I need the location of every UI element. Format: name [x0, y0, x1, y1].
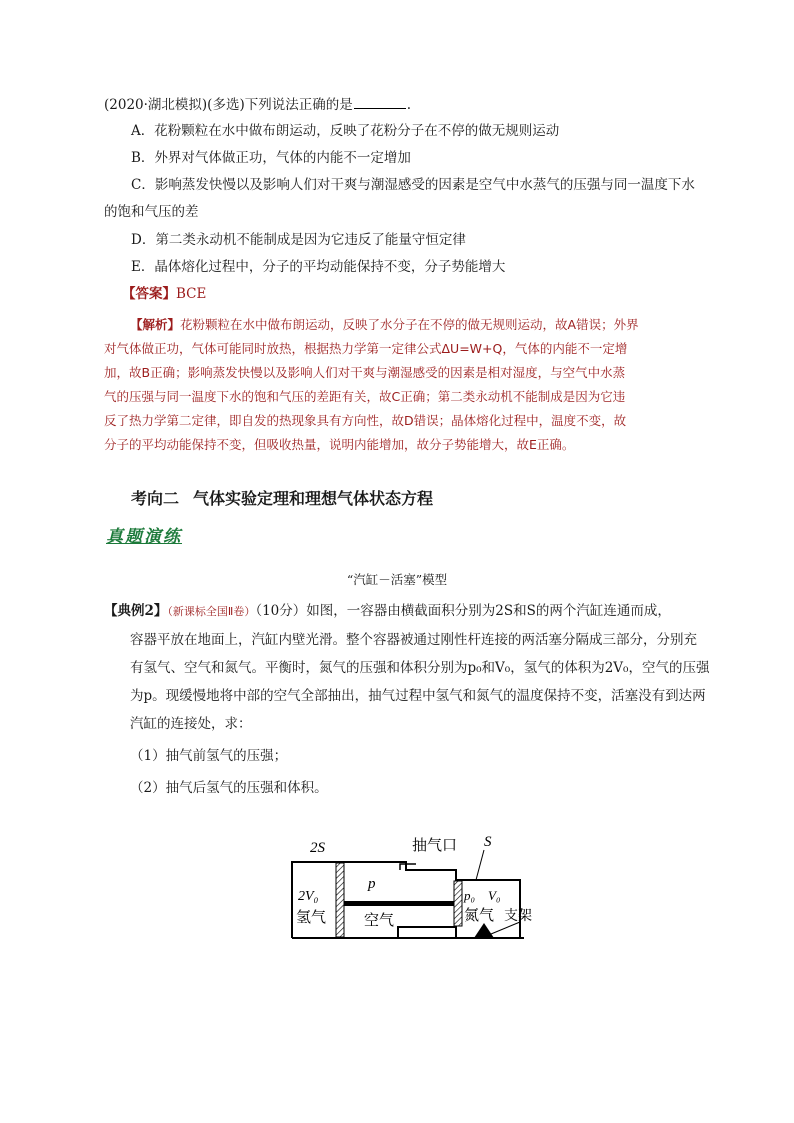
example-block — [104, 597, 724, 802]
label-p0: p₀ — [464, 888, 476, 903]
analysis-line: 对气体做正功，气体可能同时放热，根据热力学第一定律公式ΔU=W+Q，气体的内能不一定增 — [104, 341, 628, 356]
example-text: （10分）如图，一容器由横截面积分别为2S和S的两个汽缸连通而成， — [255, 603, 671, 619]
section-number: 考向二 — [131, 489, 180, 508]
label-outlet: 抽气口 — [412, 836, 458, 854]
option-d: D．第二类永动机不能制成是因为它违反了能量守恒定律 — [131, 232, 466, 248]
example-line: 为p。现缓慢地将中部的空气全部抽出，抽气过程中氢气和氮气的温度保持不变，活塞没有到达两 — [130, 688, 706, 704]
label-2s: 2S — [310, 840, 325, 856]
section-heading — [131, 486, 433, 509]
question-stem-prefix: (2020·湖北模拟)(多选)下列说法正确的是 — [104, 97, 353, 113]
rigid-rod — [344, 901, 454, 906]
right-piston — [454, 881, 462, 926]
question-stem — [104, 95, 411, 115]
support-stand — [474, 923, 494, 938]
analysis-line: 气的压强与同一温度下水的饱和气压的差距有关，故C正确；第二类永动机不能制成是因为它违 — [104, 389, 626, 404]
analysis-label: 【解析】 — [130, 317, 181, 332]
analysis-line: 反了热力学第二定律，即自发的热现象具有方向性，故D错误；晶体熔化过程中，温度不变，故 — [104, 413, 627, 428]
label-hydrogen: 氢气 — [296, 908, 327, 926]
question-stem-suffix: . — [406, 97, 412, 113]
analysis-block — [104, 313, 724, 457]
analysis-line — [104, 313, 724, 337]
option-c: C．影响蒸发快慢以及影响人们对干爽与潮湿感受的因素是空气中水蒸气的压强与同一温度下水 — [131, 177, 695, 193]
option-e: E．晶体熔化过程中，分子的平均动能保持不变，分子势能增大 — [131, 259, 506, 275]
option-c-continued: 的饱和气压的差 — [104, 204, 199, 220]
analysis-line: 加，故B正确；影响蒸发快慢以及影响人们对干爽与潮湿感受的因素是相对湿度，与空气中水蒸 — [104, 365, 626, 380]
answer-blank — [354, 96, 406, 109]
answer-label: 【答案】 — [122, 286, 176, 302]
answer-value: BCE — [176, 286, 207, 302]
label-2v0: 2V₀ — [298, 889, 319, 904]
option-b: B．外界对气体做正功，气体的内能不一定增加 — [131, 150, 411, 166]
label-air: 空气 — [364, 911, 395, 929]
example-line — [104, 597, 724, 626]
label-s: S — [484, 834, 492, 850]
analysis-line: 分子的平均动能保持不变，但吸收热量，说明内能增加，故分子势能增大，故E正确。 — [104, 437, 575, 452]
left-piston — [336, 863, 344, 937]
analysis-text: 花粉颗粒在水中做布朗运动，反映了水分子在不停的做无规则运动，故A错误；外界 — [180, 317, 639, 332]
example-line: 容器平放在地面上，汽缸内壁光滑。整个容器被通过刚性杆连接的两活塞分隔成三部分，分别充 — [130, 632, 697, 648]
example-source: （新课标全国Ⅱ卷） — [167, 605, 256, 618]
section-title: 气体实验定理和理想气体状态方程 — [193, 489, 434, 508]
cylinder-piston-diagram — [288, 830, 538, 950]
label-nitrogen: 氮气 — [464, 906, 495, 924]
answer-line — [122, 284, 206, 304]
example-line: 汽缸的连接处，求： — [130, 716, 252, 732]
label-v0: V₀ — [488, 888, 501, 903]
s-leader — [476, 850, 484, 880]
example-label: 【典例2】 — [104, 603, 168, 619]
example-line: 有氢气、空气和氮气。平衡时，氮气的压强和体积分别为p₀和V₀，氢气的体积为2V₀，空气的压强 — [130, 660, 710, 676]
model-title: “汽缸－活塞”模型 — [346, 572, 448, 587]
label-p: p — [368, 876, 376, 892]
sub-question-1: （1）抽气前氢气的压强； — [130, 748, 288, 764]
option-a: A．花粉颗粒在水中做布朗运动，反映了花粉分子在不停的做无规则运动 — [131, 123, 560, 139]
sub-question-2: （2）抽气后氢气的压强和体积。 — [130, 780, 328, 796]
label-support: 支架 — [504, 908, 532, 924]
practice-banner: 真题演练 — [106, 527, 182, 547]
